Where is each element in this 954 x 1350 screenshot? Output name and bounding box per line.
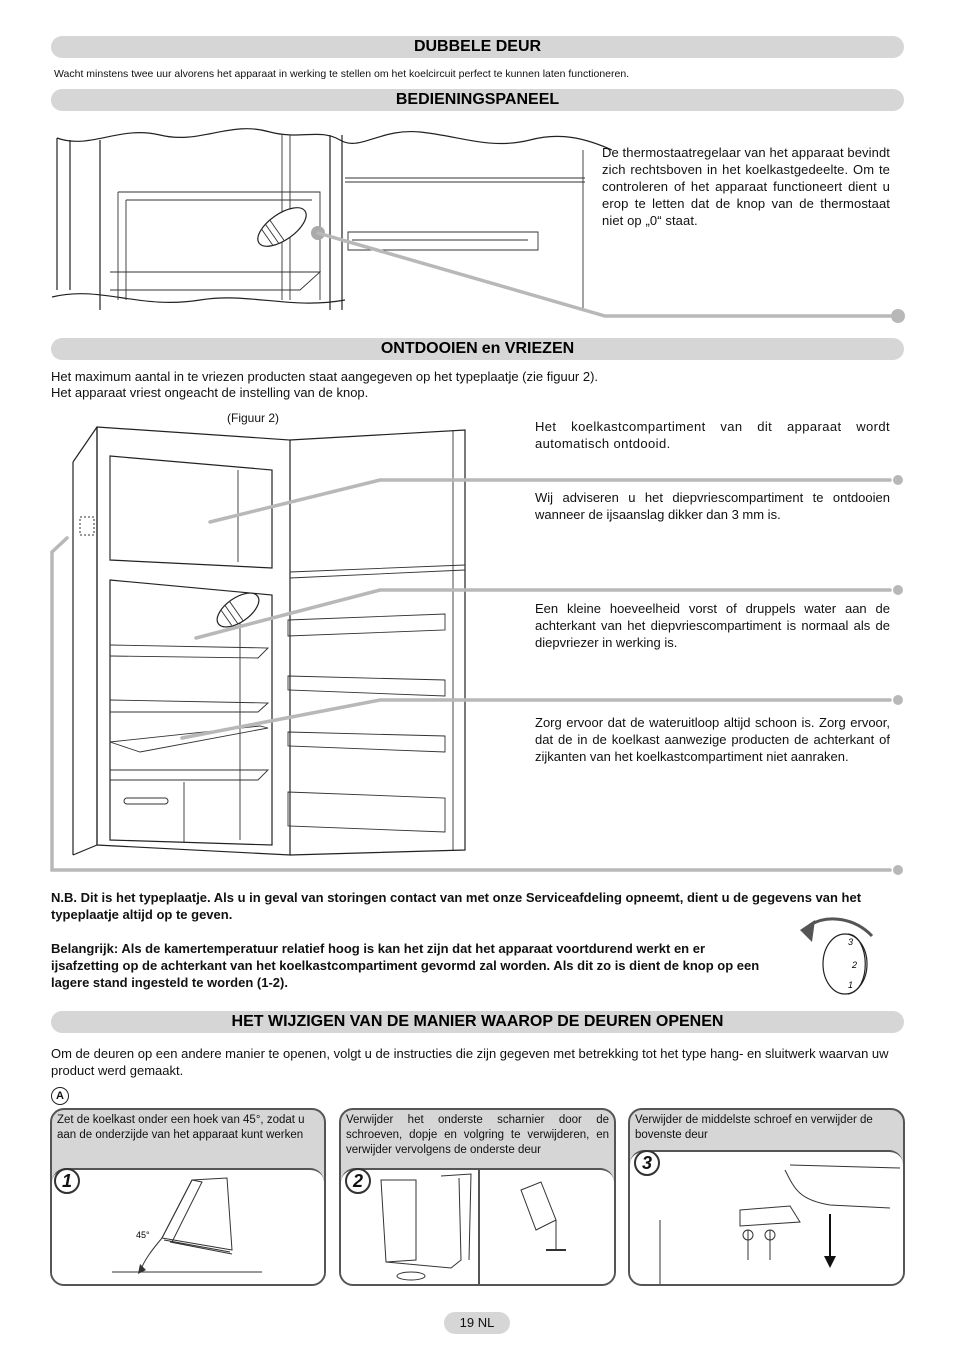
bedieningspaneel-text: De thermostaatregelaar van het apparaat bevindt zich rechtsboven in het koelkastgedeelte. Om te controleren of het apparaat functioneert dient u erop te letten dat de knop van de thermostaat niet op „0“ staat. — [602, 145, 890, 228]
figure-caption: (Figuur 2) — [227, 411, 280, 425]
dial-mark-3: 3 — [848, 937, 854, 947]
ontdooien-intro-2: Het apparaat vriest ongeacht de instelling van de knop. — [51, 385, 369, 400]
figure-marker-a: A — [51, 1087, 69, 1105]
step-3-number: 3 — [634, 1150, 660, 1176]
callout-wateruitloop: Zorg ervoor dat de wateruitloop altijd schoon is. Zorg ervoor, dat de in de koelkast aanwezige producten de achterkant of zijkanten van het koelkastcompartiment niet aanraken. — [535, 715, 890, 764]
section-title-tail: en VRIEZEN — [481, 340, 575, 357]
step-1-number: 1 — [54, 1168, 80, 1194]
deuren-intro: Om de deuren op een andere manier te openen, volgt u de instructies die zijn gegeven met betrekking tot het type hang- en sluitwerk waarvan uw product werd gemaakt. — [51, 1046, 889, 1078]
angle-label: 45° — [136, 1230, 150, 1240]
section-title: HET WIJZIGEN VAN DE MANIER WAAROP DE DEUREN OPENEN — [231, 1013, 724, 1030]
step-3-panel — [628, 1108, 905, 1286]
callout-automatisch-ontdooid: Het koelkastcompartiment van dit apparaat wordt automatisch ontdooid. — [535, 419, 890, 451]
section-title: DUBBELE DEUR — [413, 38, 542, 55]
callout-vorst: Een kleine hoeveelheid vorst of druppels water aan de achterkant van het diepvriescompartiment is normaal als de diepvriezer in werking is. — [535, 601, 890, 650]
step-2-panel — [339, 1108, 616, 1286]
section-title: BEDIENINGSPANEEL — [395, 91, 560, 108]
section-header-deuren — [51, 1011, 904, 1033]
step-1-text: Zet de koelkast onder een hoek van 45°, zodat u aan de onderzijde van het apparaat kunt werken — [57, 1114, 305, 1141]
note-belangrijk: Belangrijk: Als de kamertemperatuur relatief hoog is kan het zijn dat het apparaat voortdurend werkt en er ijsafzetting op de achterkant van het koelkastcompartiment gevormd zal worden. Als dit zo is dient de knop op een lagere stand ingesteld te worden (1-2). — [51, 941, 760, 990]
dial-mark-1: 1 — [848, 980, 854, 990]
page-number: 19 NL — [444, 1312, 510, 1334]
section-title: ONTDOOIEN — [380, 340, 478, 357]
ontdooien-intro-1: Het maximum aantal in te vriezen producten staat aangegeven op het typeplaatje (zie figuur 2). — [51, 369, 599, 384]
step-2-text: Verwijder het onderste scharnier door de schroeven, dopje en volgring te verwijderen, en verwijder vervolgens de onderste deur — [346, 1114, 609, 1156]
note-typeplaatje: N.B. Dit is het typeplaatje. Als u in geval van storingen contact van met onze Serviceafdeling opneemt, dient u de gegevens van het typeplaatje altijd op te geven. — [51, 890, 862, 922]
dial-mark-2: 2 — [852, 960, 858, 970]
dubbele-deur-text: Wacht minstens twee uur alvorens het apparaat in werking te stellen om het koelcircuit perfect te kunnen laten functioneren. — [54, 68, 630, 80]
step-2-number: 2 — [345, 1168, 371, 1194]
step-3-text: Verwijder de middelste schroef en verwijder de bovenste deur — [635, 1114, 873, 1141]
step-1-panel — [50, 1108, 326, 1286]
callout-ijsaanslag: Wij adviseren u het diepvriescompartiment te ontdooien wanneer de ijsaanslag dikker dan 3 mm is. — [535, 490, 890, 522]
